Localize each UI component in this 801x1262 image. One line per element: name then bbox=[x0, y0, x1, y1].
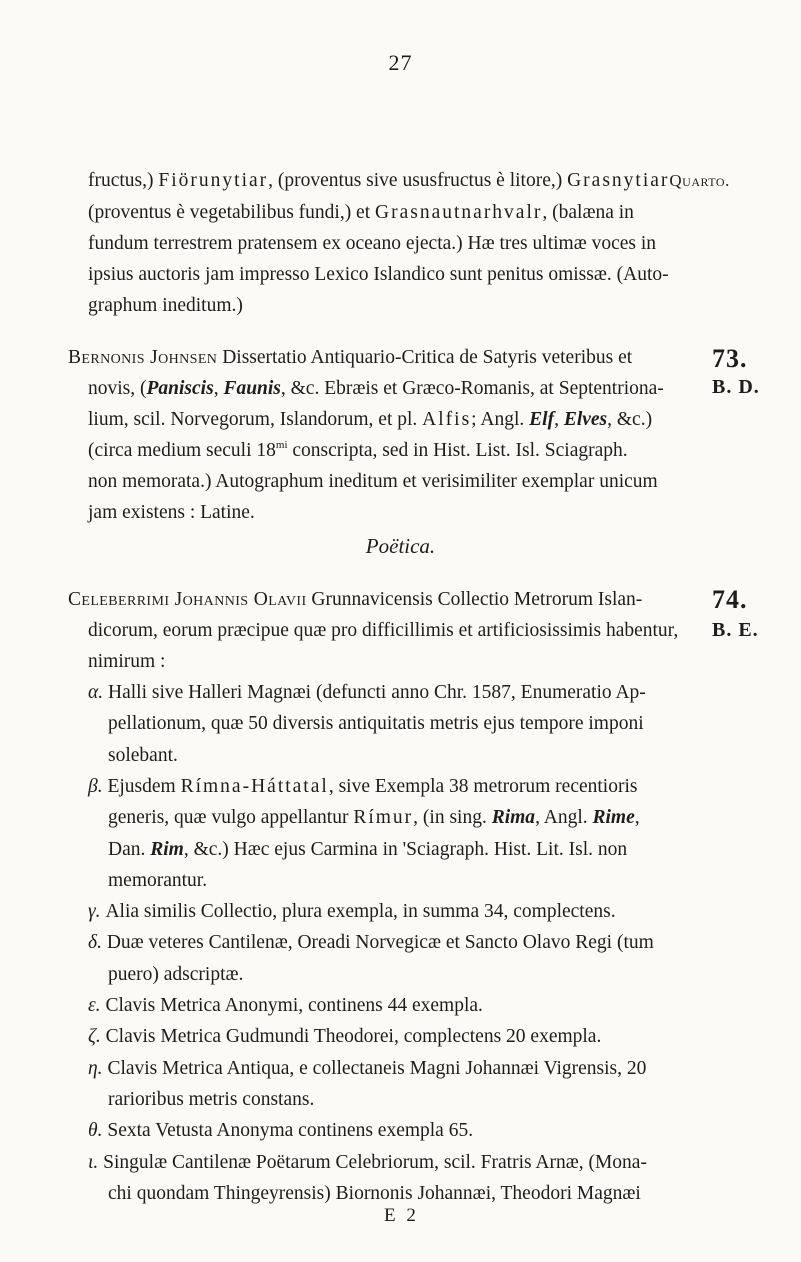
text: , (in sing. bbox=[413, 807, 492, 828]
entry-72-line-5: graphum ineditum.) bbox=[88, 295, 243, 316]
text: memorantur. bbox=[108, 870, 208, 891]
list-item bbox=[88, 1025, 601, 1049]
item-marker: δ. bbox=[88, 932, 107, 953]
text: Duæ veteres Cantilenæ, Oreadi Norvegicæ et Sancto Olavo Regi (tum bbox=[106, 932, 654, 953]
author-name: Celeberrimi Johannis Olavii bbox=[68, 589, 307, 610]
item-marker: β. bbox=[88, 776, 108, 797]
item-marker: ε. bbox=[88, 995, 106, 1016]
term: Elves bbox=[563, 409, 608, 430]
list-item bbox=[88, 931, 654, 955]
text: rarioribus metris constans. bbox=[108, 1089, 315, 1110]
entry-number-74: 74. bbox=[712, 585, 748, 614]
format-label: Quarto. bbox=[669, 171, 730, 190]
list-item-continuation bbox=[108, 1088, 314, 1112]
entry-72-line-3: fundum terrestrem pratensem ex oceano ejecta.) Hæ tres ultimæ voces in bbox=[88, 233, 657, 254]
text: puero) adscriptæ. bbox=[108, 964, 244, 985]
list-item bbox=[88, 681, 646, 705]
signature-mark: E 2 bbox=[384, 1205, 419, 1226]
text: ; Angl. bbox=[471, 409, 530, 430]
entry-73-line-5: non memorata.) Autographum ineditum et verisimiliter exemplar unicum bbox=[88, 471, 658, 492]
list-item bbox=[88, 775, 637, 799]
entry-73-line-4 bbox=[88, 439, 628, 463]
author-name: Bernonis Johnsen bbox=[68, 347, 218, 368]
entry-73-line-1 bbox=[68, 346, 632, 370]
text: Clavis Metrica Anonymi, continens 44 exempla. bbox=[105, 995, 483, 1016]
item-marker: γ. bbox=[88, 901, 106, 922]
list-item-continuation bbox=[108, 838, 627, 862]
entry-74-line-1 bbox=[68, 588, 642, 612]
entry-number-73: 73. bbox=[712, 344, 748, 373]
text: pellationum, quæ 50 diversis antiquitatis metris ejus tempore imponi bbox=[108, 713, 644, 734]
icelandic-term: Alfis bbox=[422, 409, 472, 430]
text: conscripta, sed in Hist. List. Isl. Sciagraph. bbox=[287, 440, 628, 461]
icelandic-term: Grasnautnarhvalr bbox=[375, 202, 543, 223]
item-marker: α. bbox=[88, 682, 108, 703]
format-73: B. D. bbox=[712, 376, 760, 398]
text: Clavis Metrica Antiqua, e collectaneis Magni Johannæi Vigrensis, 20 bbox=[107, 1058, 647, 1079]
text: Grunnavicensis Collectio Metrorum Islan- bbox=[306, 589, 643, 610]
text: , bbox=[213, 378, 224, 399]
text: generis, quæ vulgo appellantur bbox=[108, 807, 354, 828]
text: novis, ( bbox=[88, 378, 147, 399]
list-item-continuation bbox=[108, 712, 644, 736]
entry-72-line-2 bbox=[88, 201, 634, 225]
term: Paniscis bbox=[146, 378, 214, 399]
entry-72-line-4: ipsius auctoris jam impresso Lexico Islandico sunt penitus omissæ. (Auto- bbox=[88, 264, 669, 285]
text: , bbox=[634, 807, 640, 828]
icelandic-term: Rímur bbox=[353, 807, 414, 828]
text: Halli sive Halleri Magnæi (defuncti anno Chr. 1587, Enumeratio Ap- bbox=[108, 682, 646, 703]
text: , &c.) Hæc ejus Carmina in 'Sciagraph. Hist. Lit. Isl. non bbox=[183, 839, 628, 860]
term: Elf bbox=[529, 409, 555, 430]
list-item-continuation bbox=[108, 869, 207, 893]
icelandic-term: Fiörunytiar bbox=[158, 170, 269, 191]
text: Clavis Metrica Gudmundi Theodorei, complectens 20 exempla. bbox=[105, 1026, 602, 1047]
text: Sexta Vetusta Anonyma continens exempla 65. bbox=[107, 1120, 474, 1141]
text: Singulæ Cantilenæ Poëtarum Celebriorum, scil. Fratris Arnæ, (Mona- bbox=[103, 1152, 647, 1173]
text: , (balæna in bbox=[542, 202, 634, 223]
superscript: mi bbox=[275, 439, 288, 451]
text: Ejusdem bbox=[107, 776, 181, 797]
text: lium, scil. Norvegorum, Islandorum, et pl. bbox=[88, 409, 423, 430]
item-marker: η. bbox=[88, 1058, 108, 1079]
text: , &c. Ebræis et Græco-Romanis, at Septentriona- bbox=[280, 378, 664, 399]
list-item-continuation bbox=[108, 744, 178, 768]
item-marker: ι. bbox=[88, 1152, 104, 1173]
text: fructus,) bbox=[88, 170, 159, 191]
text: , (proventus sive ususfructus è litore,) bbox=[268, 170, 568, 191]
entry-72-line-1 bbox=[88, 169, 730, 193]
list-item-continuation bbox=[108, 806, 640, 830]
text: (proventus è vegetabilibus fundi,) et bbox=[88, 202, 376, 223]
list-item bbox=[88, 994, 483, 1018]
format-74: B. E. bbox=[712, 619, 759, 641]
icelandic-term: Grasnytiar bbox=[567, 170, 670, 191]
item-marker: ζ. bbox=[88, 1026, 106, 1047]
icelandic-term: Rímna-Háttatal bbox=[180, 776, 329, 797]
page-number: 27 bbox=[388, 50, 413, 75]
list-item bbox=[88, 900, 616, 924]
term: Rim bbox=[150, 839, 184, 860]
entry-73-line-3 bbox=[88, 408, 652, 432]
section-heading: Poëtica. bbox=[365, 534, 436, 558]
term: Faunis bbox=[223, 378, 281, 399]
entry-73-line-2 bbox=[88, 377, 664, 401]
text: , &c.) bbox=[607, 409, 653, 430]
text: solebant. bbox=[108, 745, 178, 766]
item-marker: θ. bbox=[88, 1120, 108, 1141]
list-item bbox=[88, 1119, 473, 1143]
text: , Angl. bbox=[535, 807, 593, 828]
term: Rime bbox=[592, 807, 635, 828]
text: Dissertatio Antiquario-Critica de Satyris veteribus et bbox=[217, 347, 633, 368]
list-item bbox=[88, 1151, 647, 1175]
entry-74-line-2: dicorum, eorum præcipue quæ pro difficillimis et artificiosissimis habentur, bbox=[88, 620, 679, 641]
list-item-continuation bbox=[108, 963, 243, 987]
text: , bbox=[554, 409, 564, 430]
list-item bbox=[88, 1057, 646, 1081]
text: , sive Exempla 38 metrorum recentioris bbox=[328, 776, 638, 797]
entry-73-line-6: jam existens : Latine. bbox=[88, 502, 255, 523]
text: chi quondam Thingeyrensis) Biornonis Johannæi, Theodori Magnæi bbox=[108, 1183, 641, 1204]
list-item-continuation bbox=[108, 1182, 641, 1206]
entry-74-line-3: nimirum : bbox=[88, 651, 166, 672]
text: Alia similis Collectio, plura exempla, in summa 34, complectens. bbox=[105, 901, 616, 922]
text: Dan. bbox=[108, 839, 151, 860]
text: (circa medium seculi 18 bbox=[88, 440, 276, 461]
term: Rima bbox=[491, 807, 536, 828]
